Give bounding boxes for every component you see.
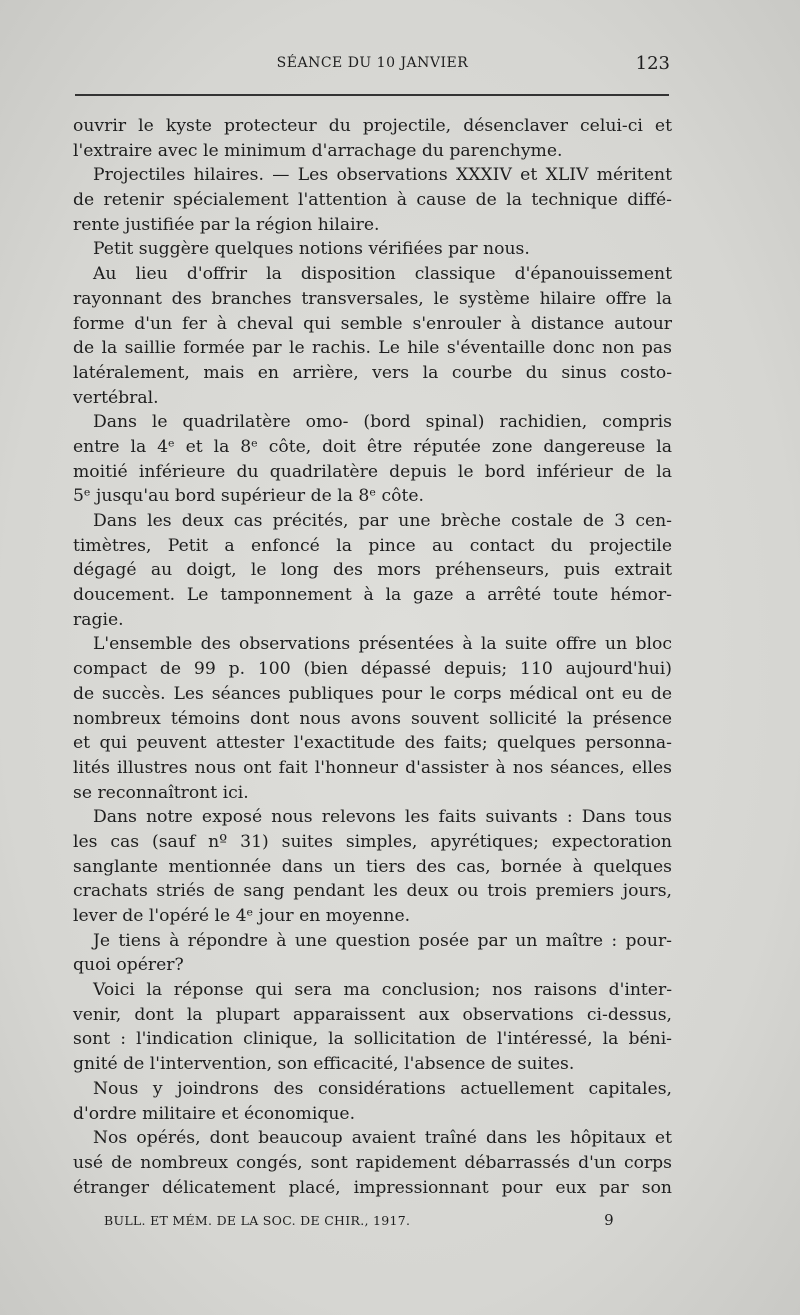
text-line [73, 1003, 672, 1028]
paragraph [73, 978, 672, 1077]
text-line [73, 1027, 672, 1052]
text-line [73, 904, 672, 929]
text-line-content: compact de 99 p. 100 (bien dépassé depuis; 110 aujourd'hui) [73, 659, 672, 680]
text-line-content: de retenir spécialement l'attention à cause de la technique diffé- [73, 190, 672, 211]
text-line [73, 139, 672, 164]
text-line [73, 558, 672, 583]
text-line [73, 657, 672, 682]
text-line [73, 756, 672, 781]
text-line [73, 682, 672, 707]
text-line-content: moitié inférieure du quadrilatère depuis le bord inférieur de la [73, 461, 672, 482]
text-line-content: Dans le quadrilatère omo- (bord spinal) rachidien, compris [93, 412, 672, 433]
text-line [73, 361, 672, 386]
text-line-content: les cas (sauf nº 31) suites simples, apyrétiques; expectoration [73, 831, 672, 852]
text-line-content: l'extraire avec le minimum d'arrachage du parenchyme. [73, 140, 563, 161]
text-line [73, 114, 672, 139]
text-line [73, 509, 672, 534]
paragraph [73, 1077, 672, 1126]
text-line-content: 5ᵉ jusqu'au bord supérieur de la 8ᵉ côte. [73, 486, 424, 507]
text-line [73, 410, 672, 435]
text-line-content: étranger délicatement placé, impressionnant pour eux par son [73, 1177, 672, 1198]
text-line [73, 707, 672, 732]
text-line-content: ouvrir le kyste protecteur du projectile, désenclaver celui-ci et [73, 116, 672, 136]
page-number: 123 [635, 53, 670, 74]
text-line [73, 929, 672, 954]
text-line [73, 237, 672, 262]
text-line [73, 386, 672, 411]
text-line-content: sont : l'indication clinique, la sollicitation de l'intéressé, la béni- [73, 1029, 672, 1050]
paragraph [73, 237, 672, 262]
text-line-content: de succès. Les séances publiques pour le corps médical ont eu de [73, 683, 672, 704]
text-line [73, 1102, 672, 1127]
text-line-content: Nous y joindrons des considérations actuellement capitales, [93, 1078, 672, 1099]
text-line-content: timètres, Petit a enfoncé la pince au contact du projectile [73, 535, 672, 556]
text-line-content: vertébral. [73, 387, 159, 408]
text-line [73, 583, 672, 608]
text-line [73, 608, 672, 633]
text-line-content: ragie. [73, 609, 124, 630]
text-line [73, 460, 672, 485]
paragraph [73, 632, 672, 805]
text-line-content: Au lieu d'offrir la disposition classique d'épanouissement [93, 264, 672, 285]
text-line [73, 435, 672, 460]
text-line [73, 1077, 672, 1102]
text-line-content: L'ensemble des observations présentées à la suite offre un bloc [93, 634, 672, 655]
running-title: SÉANCE DU 10 JANVIER [276, 55, 469, 71]
text-line-content: rayonnant des branches transversales, le système hilaire offre la [73, 288, 672, 309]
text-line-content: usé de nombreux congés, sont rapidement débarrassés d'un corps [73, 1152, 672, 1173]
text-line-content: et qui peuvent attester l'exactitude des faits; quelques personna- [73, 733, 672, 754]
text-line [73, 312, 672, 337]
text-line [73, 781, 672, 806]
text-line-content: lités illustres nous ont fait l'honneur d'assister à nos séances, elles [73, 757, 672, 778]
text-line [73, 1176, 672, 1201]
text-line-content: gnité de l'intervention, son efficacité, l'absence de suites. [73, 1054, 575, 1075]
text-line [73, 953, 672, 978]
text-line-content: se reconnaîtront ici. [73, 782, 249, 803]
text-line-content: rente justifiée par la région hilaire. [73, 214, 380, 235]
text-line [73, 336, 672, 361]
header-rule [75, 94, 669, 96]
text-line-content: d'ordre militaire et économique. [73, 1103, 356, 1124]
paragraph [73, 805, 672, 928]
paragraph [73, 114, 672, 163]
text-line [73, 163, 672, 188]
text-line-content: Projectiles hilaires. — Les observations XXXIV et XLIV méritent [93, 165, 672, 186]
text-line-content: de la saillie formée par le rachis. Le hile s'éventaille donc non pas [73, 338, 672, 359]
text-line-content: Nos opérés, dont beaucoup avaient traîné dans les hôpitaux et [93, 1128, 672, 1149]
text-line [73, 805, 672, 830]
paragraph [73, 509, 672, 632]
sheet-number: 9 [604, 1211, 614, 1229]
body-text [73, 114, 672, 1200]
text-line-content: doucement. Le tamponnement à la gaze a arrêté toute hémor- [73, 585, 672, 606]
paragraph [73, 163, 672, 237]
footer-signature: BULL. ET MÉM. DE LA SOC. DE CHIR., 1917. [104, 1213, 411, 1228]
paragraph [73, 929, 672, 978]
text-line [73, 213, 672, 238]
text-line [73, 1052, 672, 1077]
text-line-content: venir, dont la plupart apparaissent aux observations ci-dessus, [73, 1004, 672, 1025]
text-line-content: entre la 4ᵉ et la 8ᵉ côte, doit être réputée zone dangereuse la [73, 436, 672, 457]
text-line-content: quoi opérer? [73, 955, 184, 976]
text-line-content: latéralement, mais en arrière, vers la courbe du sinus costo- [73, 362, 672, 383]
text-line [73, 287, 672, 312]
paragraph [73, 262, 672, 410]
text-line-content: dégagé au doigt, le long des mors préhenseurs, puis extrait [73, 560, 672, 581]
text-line [73, 1151, 672, 1176]
text-line-content: nombreux témoins dont nous avons souvent sollicité la présence [73, 708, 672, 729]
text-line [73, 484, 672, 509]
text-line-content: crachats striés de sang pendant les deux ou trois premiers jours, [73, 881, 672, 902]
text-line [73, 632, 672, 657]
text-line-content: Dans les deux cas précités, par une brèche costale de 3 cen- [93, 511, 672, 531]
text-line-content: Petit suggère quelques notions vérifiées par nous. [93, 239, 530, 260]
text-line [73, 978, 672, 1003]
text-line-content: sanglante mentionnée dans un tiers des cas, bornée à quelques [73, 856, 672, 877]
text-line [73, 879, 672, 904]
page-header [73, 55, 672, 79]
text-line [73, 731, 672, 756]
paragraph [73, 1126, 672, 1200]
text-line [73, 855, 672, 880]
text-line [73, 1126, 672, 1151]
text-line-content: Je tiens à répondre à une question posée par un maître : pour- [93, 930, 672, 951]
text-line-content: forme d'un fer à cheval qui semble s'enrouler à distance autour [73, 313, 672, 334]
text-line [73, 262, 672, 287]
text-line [73, 830, 672, 855]
text-line-content: Dans notre exposé nous relevons les faits suivants : Dans tous [93, 807, 672, 828]
text-line [73, 534, 672, 559]
paragraph [73, 410, 672, 509]
text-line [73, 188, 672, 213]
text-line-content: lever de l'opéré le 4ᵉ jour en moyenne. [73, 906, 411, 926]
text-line-content: Voici la réponse qui sera ma conclusion; nos raisons d'inter- [93, 980, 672, 1001]
